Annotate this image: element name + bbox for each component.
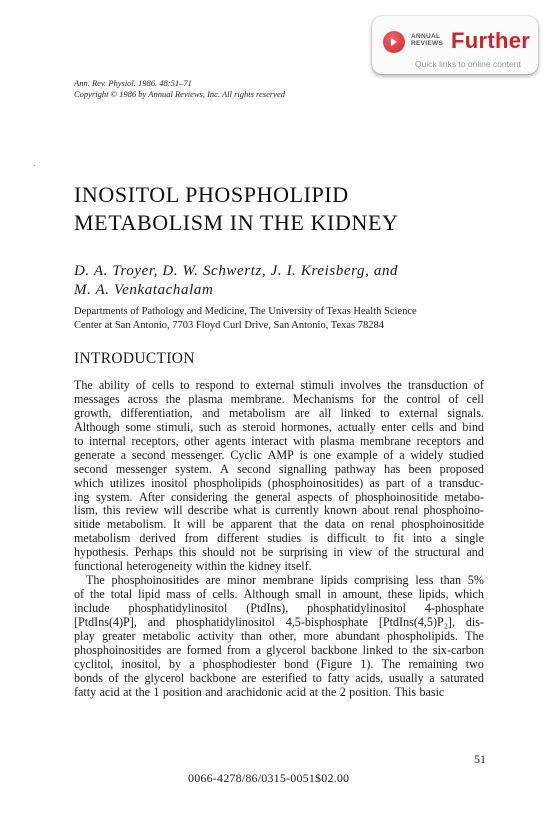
title-line: METABOLISM IN THE KIDNEY bbox=[74, 210, 399, 235]
body-line: lism, this review will describe what is currently known about renal phosphoino- bbox=[74, 503, 484, 518]
author-line: D. A. Troyer, D. W. Schwertz, J. I. Kreisberg, and bbox=[74, 263, 399, 279]
body-line: hypothesis. Perhaps this should not be surprising in view of the structural and bbox=[74, 545, 484, 560]
affiliation-line: Center at San Antonio, 7703 Floyd Curl Drive, San Antonio, Texas 78284 bbox=[74, 320, 384, 331]
citation-line: Ann. Rev. Physiol. 1986. 48:51–71 bbox=[74, 78, 192, 88]
body-line: to internal receptors, other agents interact with plasma membrane receptors and bbox=[74, 433, 484, 448]
body-text bbox=[74, 379, 484, 700]
section-heading: INTRODUCTION bbox=[74, 350, 195, 367]
further-reviews-badge[interactable] bbox=[372, 16, 538, 74]
body-line: bonds of the glycerol backbone are esterified to fatty acids, usually a saturated bbox=[74, 670, 484, 685]
annual-reviews-logo: ANNUAL REVIEWS bbox=[411, 33, 444, 47]
arrow-right-icon bbox=[383, 31, 405, 53]
badge-tagline[interactable]: Quick links to online content bbox=[415, 59, 521, 69]
page-number: 51 bbox=[474, 752, 486, 766]
body-line: fatty acid at the 1 position and arachidonic acid at the 2 position. This basic bbox=[74, 684, 445, 699]
further-label: Further bbox=[451, 28, 531, 53]
body-line: sitide metabolism. It will be apparent that the data on renal phosphoinositide bbox=[74, 517, 484, 532]
body-line: cyclitol, inositol, by a phosphodiester bond (Figure 1). The remaining two bbox=[74, 656, 484, 671]
body-line: play greater metabolic activity than other, more abundant phospholipids. The bbox=[74, 628, 484, 643]
body-line: messages across the plasma membrane. Mechanisms for the control of cell bbox=[74, 391, 484, 406]
body-line: growth, differentiation, and metabolism are all linked to external signals. bbox=[74, 405, 484, 420]
body-line: phosphoinositides are formed from a glycerol backbone linked to the six-carbon bbox=[74, 642, 484, 657]
body-line: ing system. After considering the general aspects of phosphoinositide metabo- bbox=[74, 489, 484, 504]
copyright-code: 0066-4278/86/0315-0051$02.00 bbox=[188, 771, 350, 785]
affiliation-line: Departments of Pathology and Medicine, The University of Texas Health Science bbox=[74, 306, 417, 317]
title-line: INOSITOL PHOSPHOLIPID bbox=[74, 182, 349, 207]
body-line: of the total lipid mass of cells. Although small in amount, these lipids, which bbox=[74, 587, 484, 602]
body-line: functional heterogeneity within the kidney itself. bbox=[74, 559, 312, 574]
body-line: [PtdIns(4)P], and phosphatidylinositol 4,5-bisphosphate [PtdIns(4,5)P₂], dis- bbox=[74, 614, 484, 629]
author-affiliation bbox=[74, 305, 417, 333]
body-line: generate a second messenger. Cyclic AMP is one example of a widely studied bbox=[74, 447, 484, 462]
author-list bbox=[74, 262, 398, 300]
copyright-line: Copyright © 1986 by Annual Reviews, Inc. All rights reserved bbox=[74, 89, 285, 99]
body-line: second messenger system. A second signalling pathway has been proposed bbox=[74, 461, 484, 476]
body-line: which utilizes inositol phospholipids (phosphoinositides) as part of a transduc- bbox=[74, 475, 484, 490]
body-line: metabolism derived from different studies is difficult to fit into a single bbox=[74, 531, 484, 546]
body-line: Although some stimuli, such as steroid hormones, actually enter cells and bind bbox=[74, 419, 484, 434]
body-line: The phosphoinositides are minor membrane lipids comprising less than 5% bbox=[86, 573, 484, 588]
body-line: The ability of cells to respond to external stimuli involves the transduction of bbox=[74, 378, 484, 392]
article-title bbox=[74, 181, 514, 237]
author-line: M. A. Venkatachalam bbox=[74, 282, 214, 298]
journal-citation bbox=[74, 78, 285, 100]
scan-speck bbox=[34, 165, 35, 166]
body-line: include phosphatidylinositol (PtdIns), phosphatidylinositol 4-phosphate bbox=[74, 601, 484, 615]
